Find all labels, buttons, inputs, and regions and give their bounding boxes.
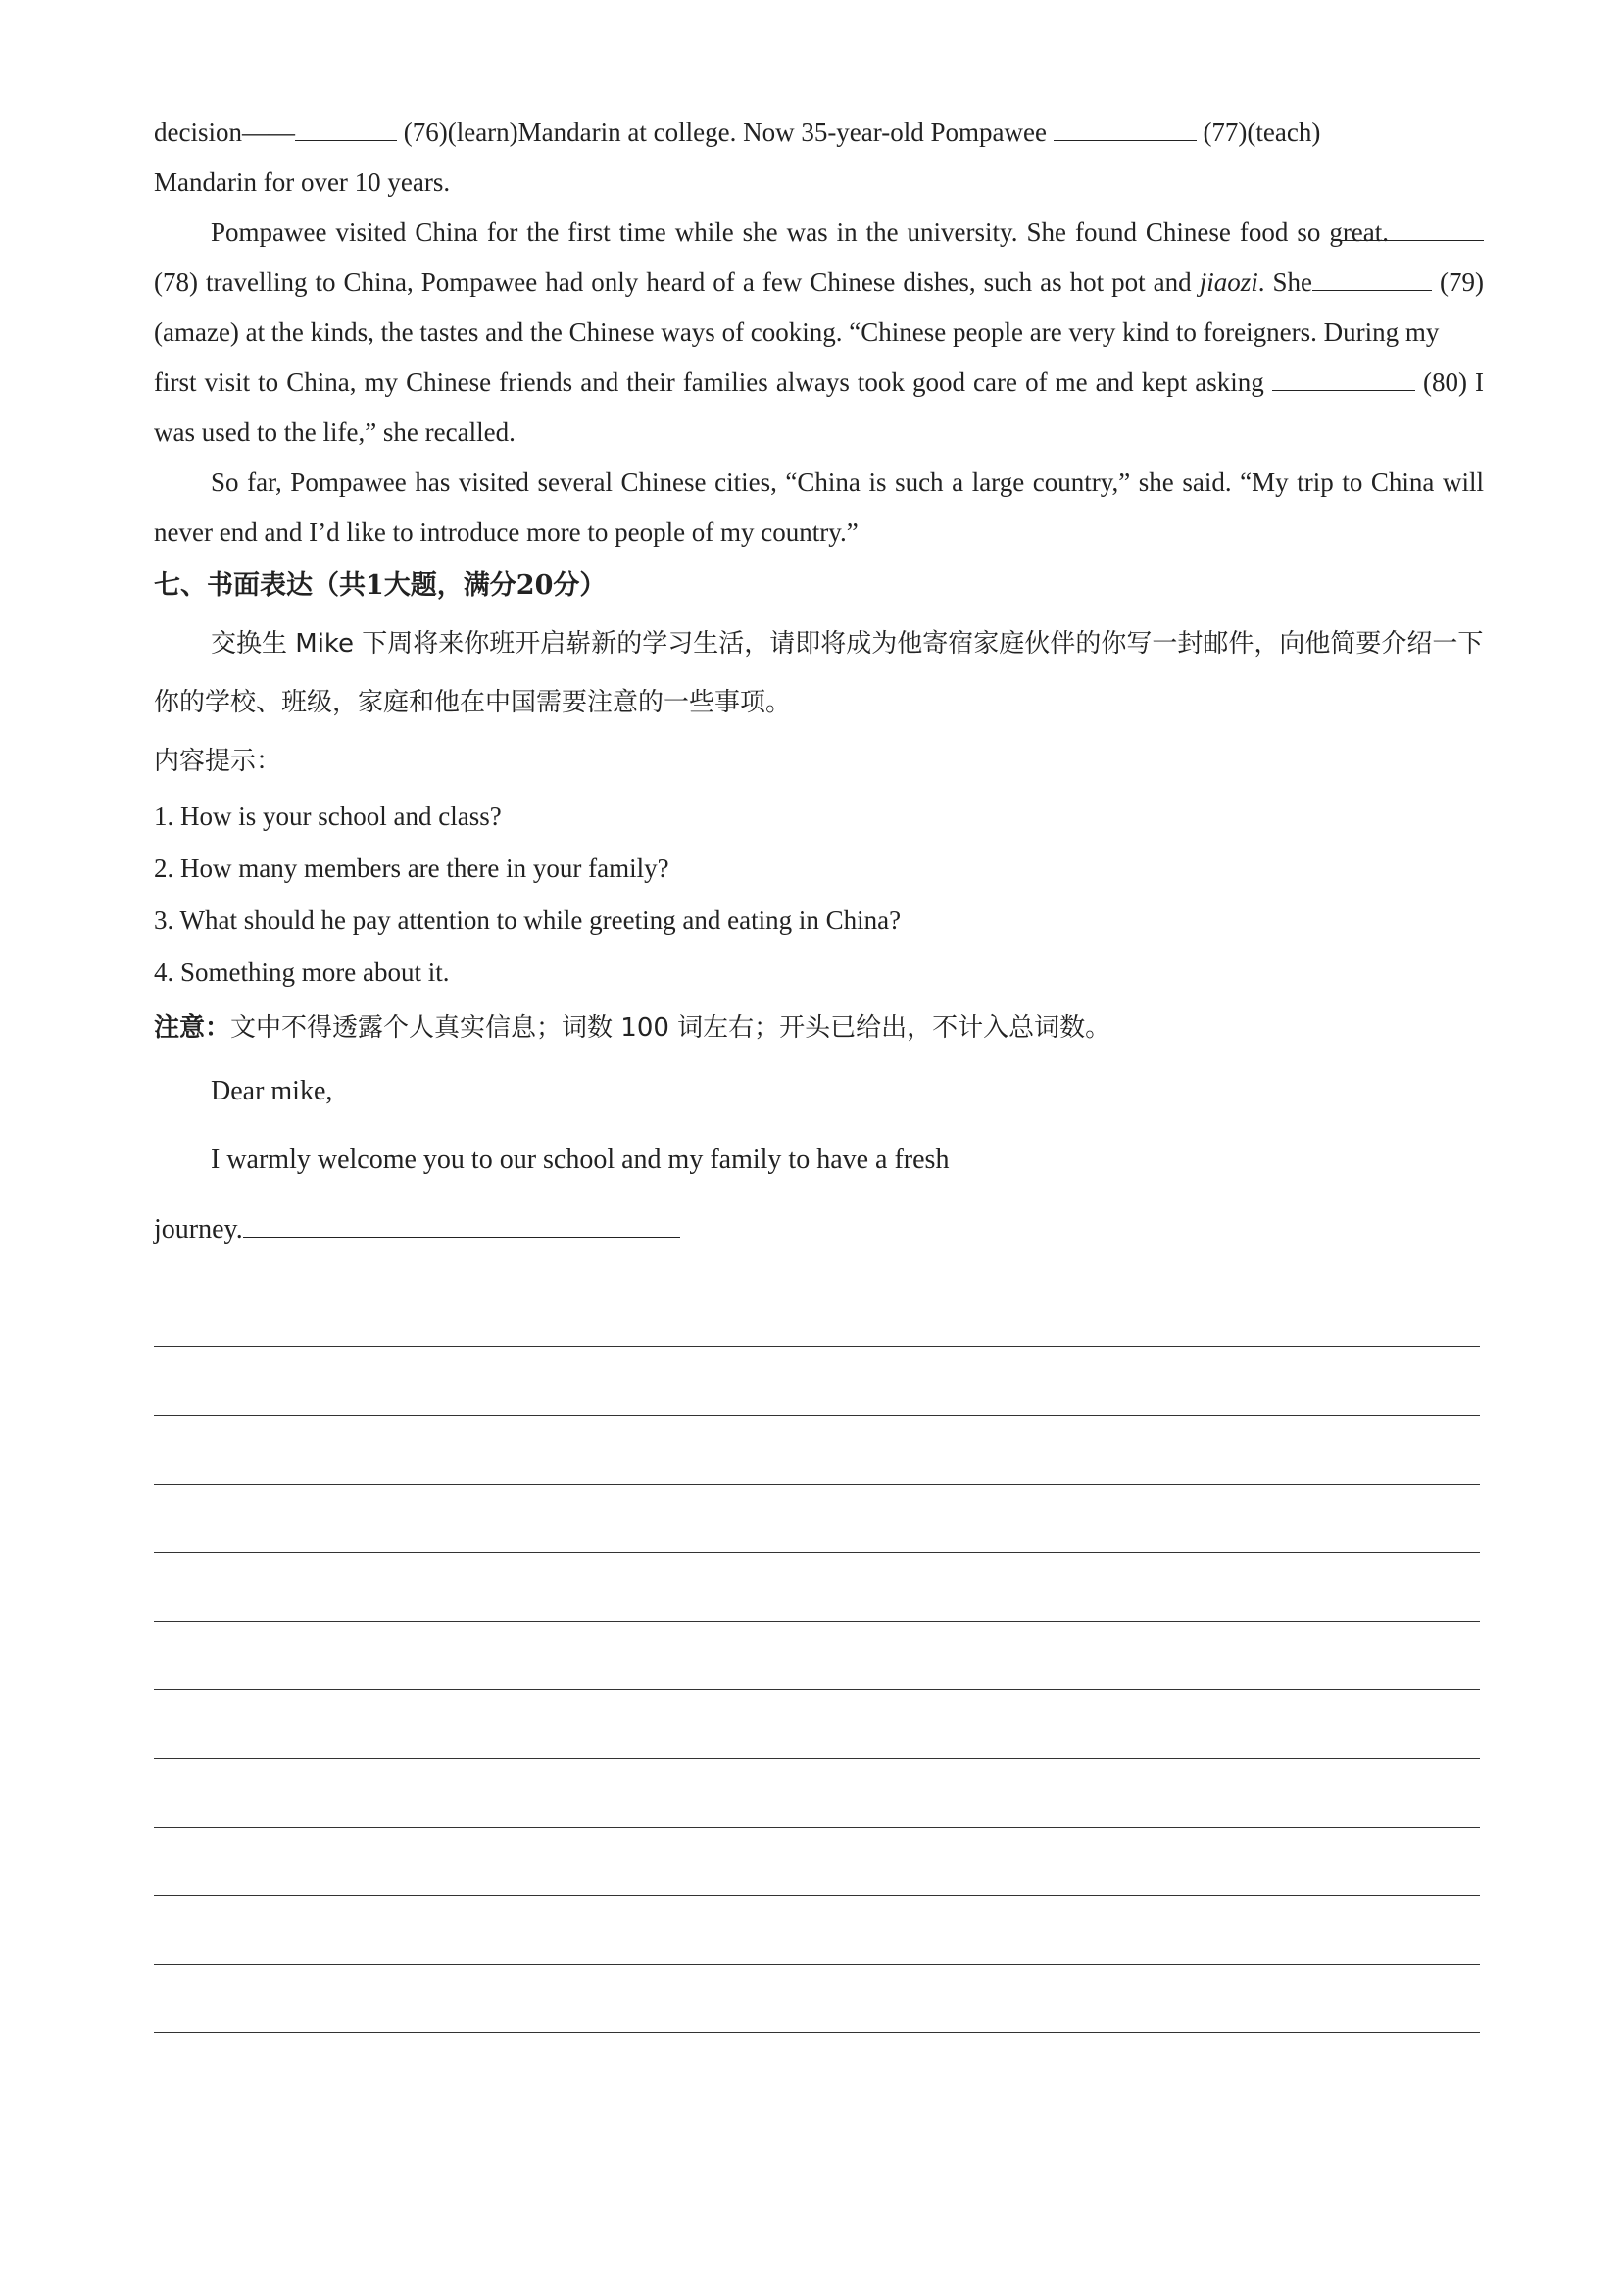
writing-line[interactable] (154, 1828, 1480, 1896)
hint-item-3: 3. What should he pay attention to while greeting and eating in China? (154, 905, 902, 935)
passage-text: first visit to China, my Chinese friends and their families always took good care of me and kept asking (154, 367, 1264, 397)
writing-line[interactable] (154, 1896, 1480, 1965)
writing-line[interactable] (154, 1347, 1480, 1416)
passage-text: (76)(learn)Mandarin at college. Now 35-year-old Pompawee (396, 118, 1054, 147)
passage-text: decision—— (154, 118, 295, 147)
hint-item-2: 2. How many members are there in your family? (154, 854, 669, 883)
hint-item-1: 1. How is your school and class? (154, 802, 502, 831)
writing-line[interactable] (154, 1690, 1480, 1759)
passage-paragraph-4: So far, Pompawee has visited several Chinese cities, “China is such a large country,” she said. “My trip to China will never end and I’d like to introduce more to people of my country.” (154, 467, 1484, 547)
hint-label: 内容提示： (154, 747, 282, 776)
passage-paragraph-2 (154, 208, 1484, 358)
blank-80[interactable] (1272, 365, 1415, 391)
blank-79[interactable] (1312, 265, 1432, 291)
heading-score: 20 (516, 570, 554, 601)
passage-text: Pompawee visited China for the first time while she was in the university. She found Chinese food so great. (211, 218, 1390, 247)
note-text: 文中不得透露个人真实信息；词数 100 词左右；开头已给出，不计入总词数。 (230, 1013, 1111, 1043)
writing-line[interactable] (154, 1553, 1480, 1622)
letter-journey-line (154, 1195, 1484, 1265)
writing-line[interactable] (154, 1279, 1480, 1347)
heading-number: 1 (366, 570, 384, 601)
writing-line[interactable] (154, 1965, 1480, 2033)
heading-text: 大题，满分 (383, 570, 516, 601)
journey-text: journey. (154, 1214, 243, 1245)
passage-text: (79)(amaze) at the kinds, the tastes and the Chinese ways of cooking. “Chinese people are very kind to foreigners. During my (154, 268, 1485, 347)
passage-text: (77)(teach) (1196, 118, 1321, 147)
writing-prompt: 交换生 Mike 下周将来你班开启崭新的学习生活，请即将成为他寄宿家庭伙伴的你写一封邮件，向他简要介绍一下你的学校、班级，家庭和他在中国需要注意的一些事项。 (154, 629, 1484, 717)
writing-lines[interactable] (154, 1279, 1484, 2033)
passage-paragraph-3 (154, 358, 1484, 458)
passage-text: (78) travelling to China, Pompawee had only heard of a few Chinese dishes, such as hot pot and (154, 268, 1200, 297)
passage-text: (80) I was used to the life,” she recalled. (154, 367, 1484, 447)
passage-italic-word: jiaozi (1199, 268, 1258, 297)
passage-line-76-77 (154, 108, 1484, 158)
heading-text: 七、书面表达（共 (154, 570, 366, 601)
writing-line[interactable] (154, 1759, 1480, 1828)
blank-76[interactable] (295, 115, 397, 141)
section-heading (154, 558, 1484, 614)
blank-77[interactable] (1054, 115, 1197, 141)
heading-text: 分） (553, 570, 607, 601)
passage-text: . She (1257, 268, 1312, 297)
blank-78[interactable] (1341, 215, 1484, 241)
passage-line: Mandarin for over 10 years. (154, 168, 451, 197)
letter-opening: I warmly welcome you to our school and my family to have a fresh (211, 1145, 950, 1175)
writing-line[interactable] (154, 1416, 1480, 1485)
writing-blank-first-line[interactable] (243, 1211, 680, 1238)
note-label: 注意： (154, 1013, 231, 1043)
worksheet-page (154, 108, 1484, 2033)
hint-item-4: 4. Something more about it. (154, 957, 450, 987)
letter-greeting: Dear mike, (211, 1076, 333, 1106)
writing-line[interactable] (154, 1622, 1480, 1690)
writing-line[interactable] (154, 1485, 1480, 1553)
writing-note (154, 999, 1484, 1057)
